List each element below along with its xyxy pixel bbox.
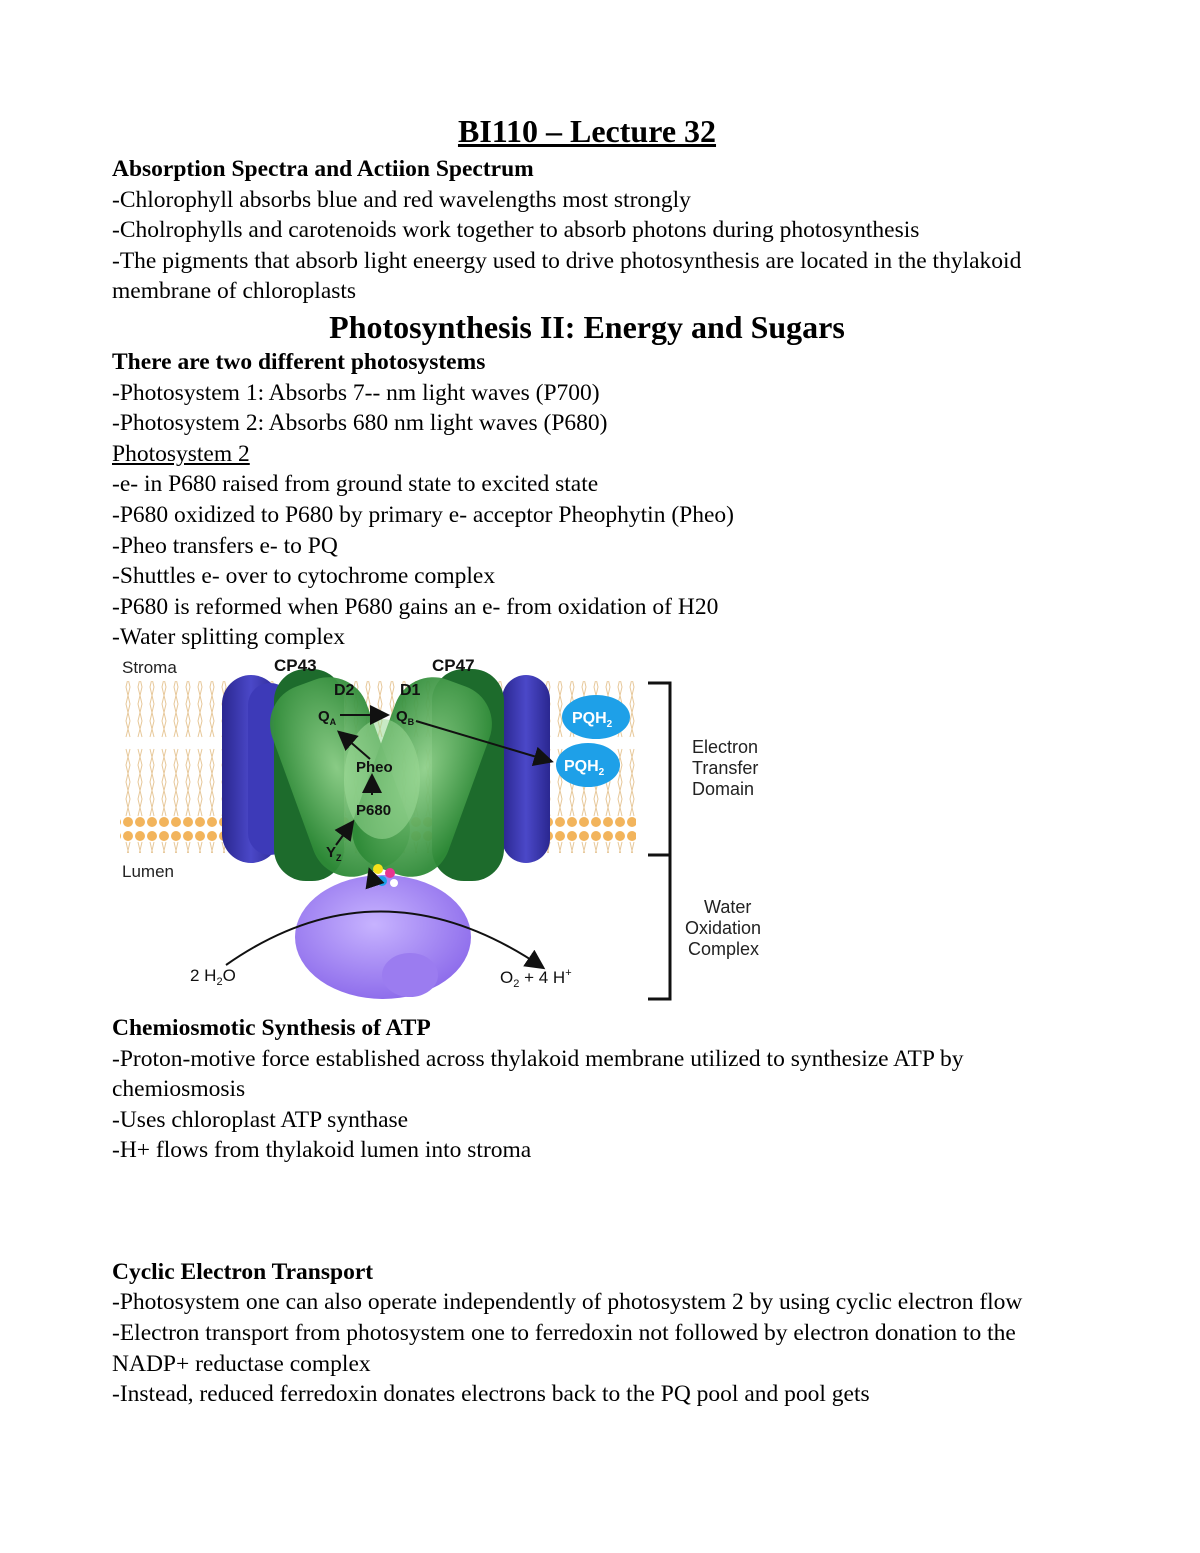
bullet-point: -H+ flows from thylakoid lumen into stroma (112, 1137, 532, 1164)
section-heading-photosynthesis: Photosynthesis II: Energy and Sugars (329, 308, 845, 345)
document-page (112, 108, 1092, 1410)
bullet-point: -Water splitting complex (112, 624, 346, 651)
bracket-electron-transfer (648, 683, 670, 855)
bullet-point: -Photosystem one can also operate independently of photosystem 2 by using cyclic electron flow (112, 1289, 1023, 1316)
water-oxidation-complex-lobe (382, 953, 438, 997)
bullet-point: -e- in P680 raised from ground state to excited state (112, 471, 599, 498)
bullet-point: -Electron transport from photosystem one to ferredoxin not followed by electron donation to the NADP+ reductase complex (112, 1320, 1016, 1377)
bullet-point: -Photosystem 2: Absorbs 680 nm light waves (P680) (112, 410, 608, 437)
section-heading-chemiosmotic: Chemiosmotic Synthesis of ATP (112, 1014, 431, 1041)
bullet-point: -Shuttles e- over to cytochrome complex (112, 563, 496, 590)
section-heading-cyclic: Cyclic Electron Transport (112, 1258, 374, 1285)
bullet-point: -Uses chloroplast ATP synthase (112, 1106, 409, 1133)
bullet-point: -Chlorophyll absorbs blue and red wavelengths most strongly (112, 186, 691, 213)
label-oxygen-product: $O_2 + 4$ H+ (500, 966, 572, 990)
label-qb: $Q_B$ (396, 707, 415, 727)
label-p680: P680 (356, 801, 392, 819)
membrane-subunit-right (502, 675, 550, 863)
bullet-point: -The pigments that absorb light eneergy used to drive photosynthesis are located in the thylakoid membrane of chloroplasts (112, 247, 1022, 305)
bullet-point: -Pheo transfers e- to PQ (112, 532, 338, 559)
bracket-water-oxidation (648, 855, 670, 999)
label-electron-transfer-domain: Electron Transfer Domain (692, 736, 759, 799)
label-d1: D1 (400, 681, 421, 699)
label-pqh2-top: $PQH_2$ (572, 709, 613, 730)
photosystem-2-diagram (110, 657, 810, 1007)
bullet-point: -Proton-motive force established across thylakoid membrane utilized to synthesize ATP by chemiosmosis (112, 1045, 964, 1103)
label-water-oxidation-complex: Water Oxidation Complex (685, 896, 762, 959)
bullet-point: -P680 oxidized to P680 by primary e- acceptor Pheophytin (Pheo) (112, 501, 734, 528)
label-water-reactant: 2 $H_2O$ (190, 965, 236, 988)
bullet-point: -P680 is reformed when P680 gains an e- from oxidation of H20 (112, 593, 719, 620)
subheading-photosystems: There are two different photosystems (112, 348, 486, 375)
label-cp43: CP43 (274, 656, 317, 675)
label-yz: $Y_Z$ (326, 843, 342, 863)
label-pheo: Pheo (356, 758, 393, 776)
label-stroma: Stroma (122, 657, 177, 677)
subheading-photosystem-2: Photosystem 2 (112, 440, 250, 467)
page-title: BI110 – Lecture 32 (457, 113, 717, 149)
label-lumen: Lumen (122, 861, 174, 881)
bullet-point: -Cholrophylls and carotenoids work together to absorb photons during photosynthesis (112, 217, 920, 244)
bullet-point: -Photosystem 1: Absorbs 7-- nm light waves (P700) (112, 379, 600, 406)
label-cp47: CP47 (432, 656, 475, 675)
label-qa: $Q_A$ (318, 707, 337, 727)
section-heading-absorption: Absorption Spectra and Actiion Spectrum (112, 156, 534, 182)
label-d2: D2 (334, 681, 355, 699)
label-pqh2-bottom: $PQH_2$ (564, 757, 605, 778)
bullet-point: -Instead, reduced ferredoxin donates electrons back to the PQ pool and pool gets (112, 1381, 870, 1408)
